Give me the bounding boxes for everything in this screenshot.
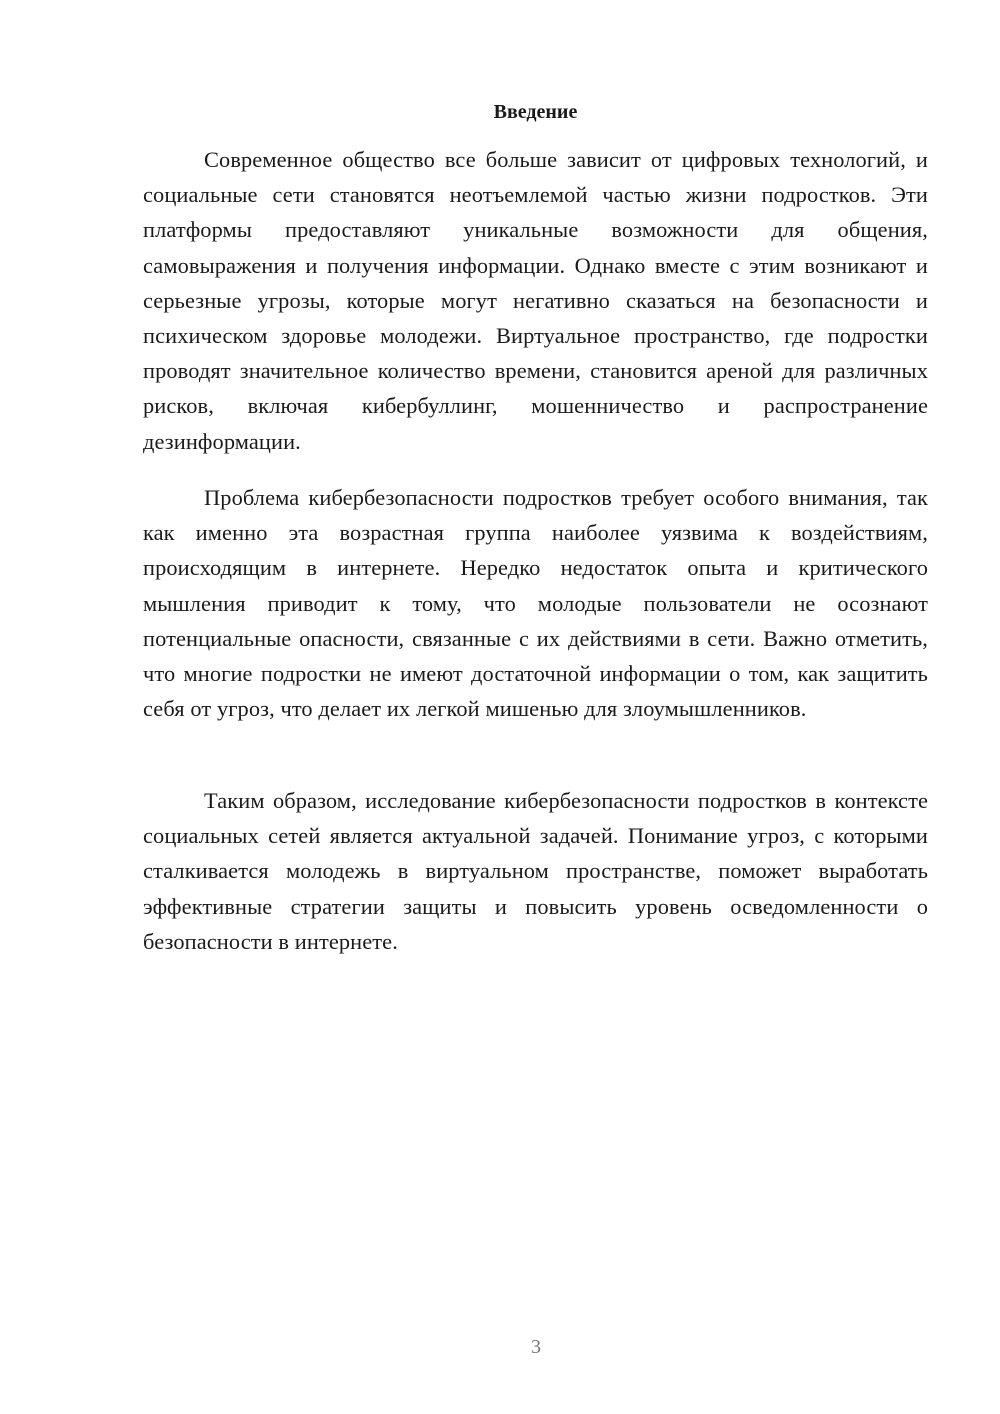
page-title: Введение <box>493 101 578 123</box>
page-number: 3 <box>531 1336 541 1358</box>
paragraph-3-block <box>143 783 928 959</box>
paragraph-2: Проблема кибербезопасности подростков требует особого внимания, так как именно эта возрастная группа наиболее уязвима к воздействиям, происходящим в интернете. Нередко недостаток опыта и критического мышления приводит к тому, что молодые пользователи не осознают потенциальные опасности, связанные с их действиями в сети. Важно отметить, что многие подростки не имеют достаточной информации о том, как защитить себя от угроз, что делает их легкой мишенью для злоумышленников. <box>143 485 928 722</box>
paragraph-3: Таким образом, исследование кибербезопасности подростков в контексте социальных сетей является актуальной задачей. Понимание угроз, с которыми сталкивается молодежь в виртуальном пространстве, поможет выработать эффективные стратегии защиты и повысить уровень осведомленности о безопасности в интернете. <box>143 788 928 954</box>
paragraph-1: Современное общество все больше зависит от цифровых технологий, и социальные сети становятся неотъемлемой частью жизни подростков. Эти платформы предоставляют уникальные возможности для общения, самовыражения и получения информации. Однако вместе с этим возникают и серьезные угрозы, которые могут негативно сказаться на безопасности и психическом здоровье молодежи. Виртуальное пространство, где подростки проводят значительное количество времени, становится ареной для различных рисков, включая кибербуллинг, мошенничество и распространение дезинформации. <box>143 147 928 454</box>
paragraph-2-block <box>143 480 928 726</box>
paragraph-1-block <box>143 142 928 459</box>
